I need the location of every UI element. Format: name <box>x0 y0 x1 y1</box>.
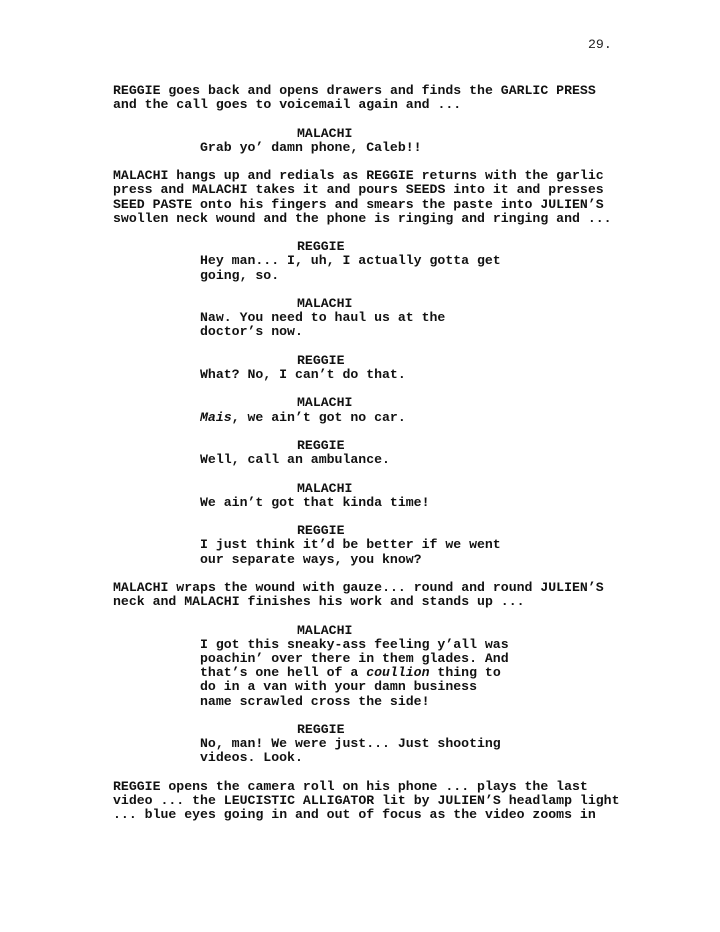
dialogue-line: Hey man... I, uh, I actually gotta get <box>200 253 501 269</box>
dialogue-italic-text: Mais <box>200 409 232 425</box>
character-cue: MALACHI <box>297 622 353 638</box>
dialogue-block <box>113 127 673 155</box>
dialogue-line: videos. Look. <box>200 750 303 766</box>
dialogue-block <box>113 439 673 467</box>
character-cue: REGGIE <box>297 721 345 737</box>
dialogue-text: , we ain’t got no car. <box>231 409 406 425</box>
action-block <box>113 84 673 112</box>
action-line: REGGIE goes back and opens drawers and finds the GARLIC PRESS <box>113 83 596 98</box>
action-line: SEED PASTE onto his fingers and smears the paste into JULIEN’S <box>113 196 604 212</box>
dialogue-block <box>113 624 673 709</box>
character-cue: MALACHI <box>297 125 353 141</box>
dialogue-line: doctor’s now. <box>200 324 303 340</box>
character-cue: REGGIE <box>297 239 345 255</box>
character-cue: REGGIE <box>297 437 345 453</box>
dialogue-text: thing to <box>429 665 501 681</box>
action-block <box>113 169 673 226</box>
dialogue-line: No, man! We were just... Just shooting <box>200 736 501 752</box>
dialogue-line <box>200 666 673 680</box>
action-line: and the call goes to voicemail again and ... <box>113 97 462 113</box>
dialogue-line: I just think it’d be better if we went <box>200 537 501 553</box>
dialogue-line: Grab yo’ damn phone, Caleb!! <box>200 139 422 155</box>
action-block <box>113 780 673 823</box>
dialogue-italic-text: coullion <box>366 665 430 681</box>
dialogue-block <box>113 354 673 382</box>
screenplay-content <box>113 84 673 822</box>
dialogue-line: going, so. <box>200 267 280 283</box>
action-line: MALACHI wraps the wound with gauze... round and round JULIEN’S <box>113 579 604 595</box>
dialogue-line: do in a van with your damn business <box>200 679 477 695</box>
dialogue-line: What? No, I can’t do that. <box>200 366 406 382</box>
dialogue-line: our separate ways, you know? <box>200 551 422 567</box>
action-line: ... blue eyes going in and out of focus as the video zooms in <box>113 807 596 823</box>
dialogue-block <box>113 396 673 424</box>
character-cue: MALACHI <box>297 395 353 411</box>
dialogue-block <box>113 240 673 283</box>
character-cue: MALACHI <box>297 480 353 496</box>
dialogue-line: Well, call an ambulance. <box>200 452 390 468</box>
dialogue-text: that’s one hell of a <box>200 665 367 681</box>
action-line: video ... the LEUCISTIC ALLIGATOR lit by JULIEN’S headlamp light <box>113 792 620 808</box>
dialogue-line <box>200 411 673 425</box>
action-line: press and MALACHI takes it and pours SEEDS into it and presses <box>113 182 604 198</box>
dialogue-line: name scrawled cross the side! <box>200 693 430 709</box>
action-line: neck and MALACHI finishes his work and stands up ... <box>113 594 525 610</box>
action-line: REGGIE opens the camera roll on his phone ... plays the last <box>113 778 588 794</box>
page-number: 29. <box>588 37 612 52</box>
character-cue: REGGIE <box>297 352 345 368</box>
dialogue-line: We ain’t got that kinda time! <box>200 494 430 510</box>
dialogue-block <box>113 723 673 766</box>
dialogue-line: poachin’ over there in them glades. And <box>200 650 509 666</box>
action-line: MALACHI hangs up and redials as REGGIE returns with the garlic <box>113 168 604 184</box>
dialogue-line: I got this sneaky-ass feeling y’all was <box>200 636 509 652</box>
dialogue-block <box>113 524 673 567</box>
dialogue-block <box>113 482 673 510</box>
character-cue: MALACHI <box>297 295 353 311</box>
character-cue: REGGIE <box>297 523 345 539</box>
action-line: swollen neck wound and the phone is ringing and ringing and ... <box>113 210 612 226</box>
action-block <box>113 581 673 609</box>
dialogue-block <box>113 297 673 340</box>
dialogue-line: Naw. You need to haul us at the <box>200 310 446 326</box>
